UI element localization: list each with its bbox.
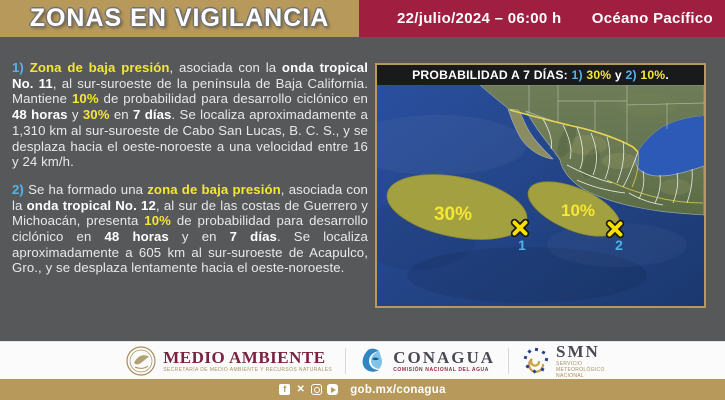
header-meta-block [359,0,725,37]
zone-2-number: 2 [615,237,623,253]
footer-divider [345,348,346,374]
zone-1-x-icon [515,223,526,234]
logo-conagua [359,347,495,375]
footer-divider [508,348,509,374]
header-bar [0,0,725,37]
x-twitter-icon[interactable]: ✕ [296,384,305,395]
advisory-text-column [12,60,368,288]
advisory-2: 2) Se ha formado una zona de baja presión, asociada con la onda tropical No. 12, al sur de las costas de Guerrero y Michoacán, presenta 10% de probabilidad para desarrollo ciclónico en 48 horas y en 7 días. Se localiza aproximadamente a 605 km al sur-suroeste de Acapulco, Gro., y se desplaza lentamente hacia el oeste-noroeste. [12,181,368,276]
map-probability-header: PROBABILIDAD A 7 DÍAS: 1) 30% y 2) 10% . [377,65,704,85]
zone-1-number: 1 [518,237,526,253]
page-title: ZONAS EN VIGILANCIA [29,4,330,32]
pacific-forecast-map [377,85,704,306]
smn-spiral-icon [522,347,550,375]
medio-ambiente-subtitle: SECRETARÍA DE MEDIO AMBIENTE Y RECURSOS NATURALES [163,366,333,373]
zone-1-probability-label: 30% [433,204,473,225]
smn-subtitle: SERVICIO METEOROLÓGICO NACIONAL [556,360,605,379]
medio-ambiente-title: MEDIO AMBIENTE [163,347,326,367]
youtube-icon[interactable] [327,384,338,395]
conagua-drop-icon [359,347,387,375]
forecast-map-panel [375,63,706,308]
gob-mx-url[interactable]: gob.mx/conagua [350,383,446,396]
conagua-title: CONAGUA [393,347,496,367]
social-footer-bar [0,379,725,400]
medio-ambiente-seal-icon [125,345,157,377]
header-title-block [0,0,359,37]
advisory-datetime: 22/julio/2024 – 06:00 h [397,10,562,27]
facebook-icon[interactable]: f [279,384,290,395]
logo-smn [522,341,605,379]
smn-title: SMN [556,341,600,361]
institutional-footer [0,341,725,379]
logo-medio-ambiente [125,345,332,377]
advisory-body [0,37,725,341]
zone-2-probability-label: 10% [560,201,596,220]
zone-2-x-icon [610,224,621,235]
conagua-subtitle: COMISIÓN NACIONAL DEL AGUA [393,366,489,373]
ocean-region-label: Océano Pacífico [591,10,713,27]
advisory-1: 1) Zona de baja presión, asociada con la onda tropical No. 11, al sur-suroeste de la península de Baja California. Mantiene 10% de probabilidad para desarrollo ciclónico en 48 horas y 30% en 7 días. Se localiza aproximadamente a 1,310 km al sur-suroeste de Cabo San Lucas, B. C. S., y se desplaza hacia el oeste-noroeste a una velocidad entre 16 y 24 km/h. [12,60,369,170]
instagram-icon[interactable] [311,384,322,395]
